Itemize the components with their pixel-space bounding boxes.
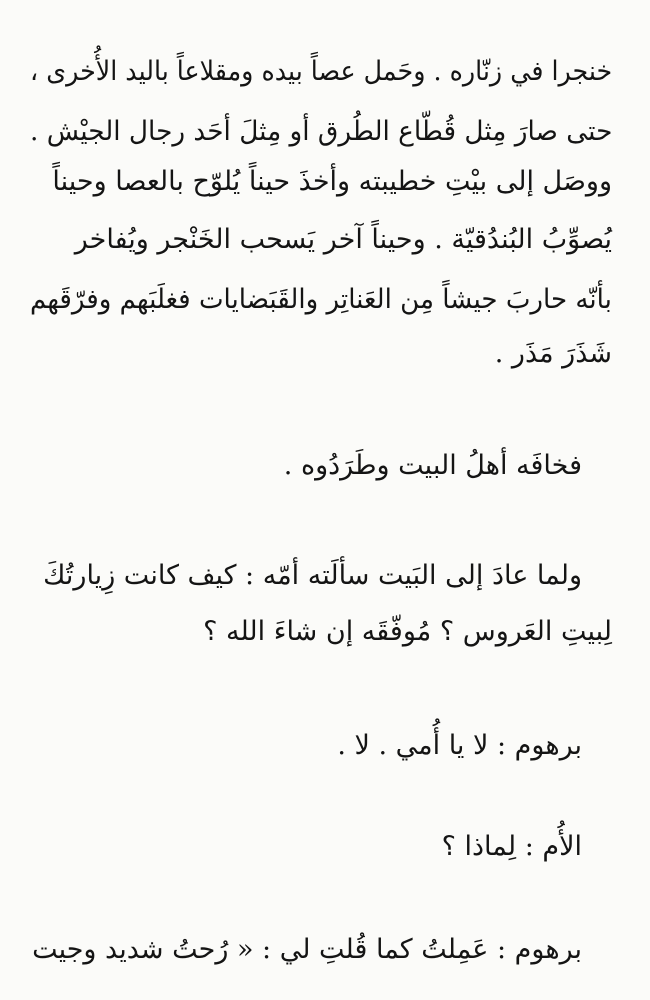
dialogue-line-barhoum-2: برهوم : عَمِلتُ كما قُلتِ لي : « رُحتُ شديد وجيت [32,934,582,965]
text-line-2: حتى صارَ مِثل قُطّاع الطُرق أو مِثلَ أحَد رجال الجيْش . [29,116,612,147]
text-line-9: لِبيتِ العَروس ؟ مُوفّقَه إن شاءَ الله ؟ [203,616,612,647]
dialogue-line-mother: الأُم : لِماذا ؟ [441,831,582,862]
text-line-3: ووصَل إلى بيْتِ خطيبته وأخذَ حيناً يُلوّح بالعصا وحيناً [52,166,612,197]
text-line-7: فخافَه أهلُ البيت وطَرَدُوه . [283,450,582,481]
text-line-6: شَذَرَ مَذَر . [494,338,612,369]
text-line-1: خنجرا في زنّاره . وحَمل عصاً بيده ومقلاعاً باليد الأُخرى ، [29,56,612,87]
text-line-8: ولما عادَ إلى البَيت سألَته أمّه : كيف كانت زِيارتُكَ [43,560,582,591]
text-line-5: بأنّه حاربَ جيشاً مِن العَناتِر والقَبَضايات فغلَبَهم وفرّقَهم [30,284,612,315]
text-line-4: يُصوِّبُ البُندُقيّة . وحيناً آخر يَسحب الخَنْجر ويُفاخر [74,224,612,255]
dialogue-line-barhoum-1: برهوم : لا يا أُمي . لا . [337,730,582,761]
